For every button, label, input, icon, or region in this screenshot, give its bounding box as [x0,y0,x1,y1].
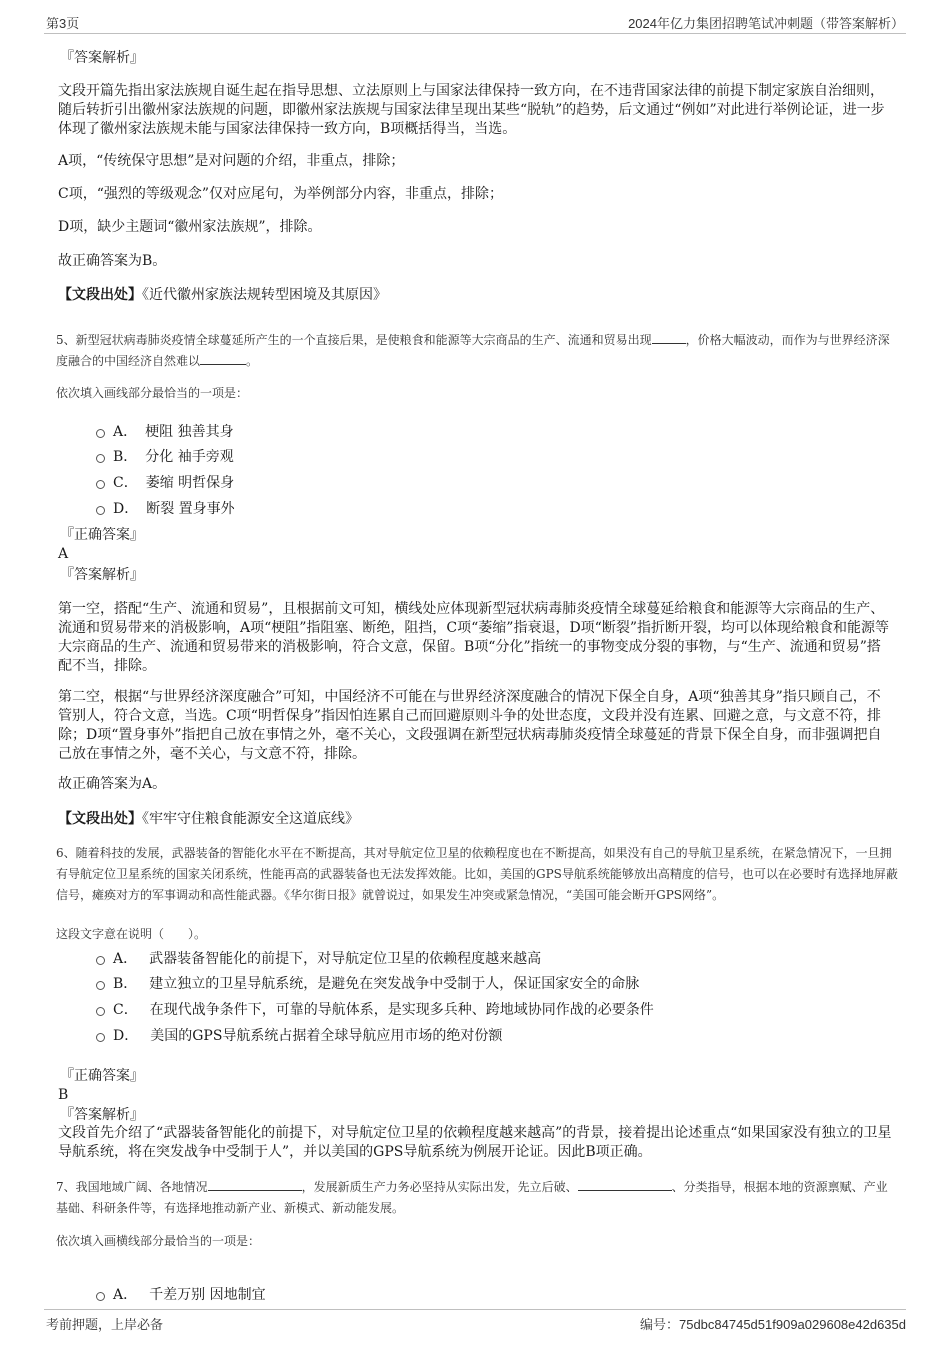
q4-source-title: 《近代徽州家族法规转型困境及其原因》 [142,287,387,303]
option-letter: C． [113,1002,138,1018]
q5-option-b[interactable] [96,446,234,466]
option-letter: D． [113,501,139,517]
q5-option-a[interactable] [96,421,234,441]
option-text: 美国的GPS导航系统占据着全球导航应用市场的绝对份额 [150,1028,503,1044]
q6-analysis-label: 『答案解析』 [60,1107,144,1123]
footer-slogan: 考前押题，上岸必备 [46,1317,164,1332]
option-text: 萎缩 明哲保身 [145,475,235,491]
header-divider [44,33,906,34]
q4-conclusion: 故正确答案为B。 [58,253,167,269]
option-letter: B． [113,449,138,465]
radio-icon[interactable] [96,1292,105,1301]
option-text: 分化 袖手旁观 [145,449,234,465]
q5-stem [56,330,898,372]
option-letter: A． [113,424,138,440]
q5-blank-2 [200,352,246,365]
q6-stem: 6、随着科技的发展，武器装备的智能化水平在不断提高，其对导航定位卫星的依赖程度也在不断提高，如果没有自己的导航卫星系统，在紧急情况下，一旦拥有导航定位卫星系统的国家关闭系统，性能再高的武器装备也无法发挥效能。比如，美国的GPS导航系统能够放出高精度的信号，也可以在必要时有选择地屏蔽信号，瘫痪对方的军事调动和高性能武器。《华尔街日报》就曾说过，如果发生冲突或紧急情况，“美国可能会断开GPS网络”。 [56,846,898,902]
option-letter: C． [113,475,138,491]
q4-source-label: 【文段出处】 [58,287,142,303]
radio-icon[interactable] [96,981,105,990]
q7-stem-part1: 7、我国地域广阔、各地情况 [56,1180,208,1194]
q7-option-a[interactable] [96,1284,266,1304]
q6-option-d[interactable] [96,1025,502,1045]
q6-answer-label: 『正确答案』 [60,1068,144,1084]
q6-option-b[interactable] [96,973,639,993]
q7-stem-part3: 、分类指导，根据本地的资源禀赋、产业基础、科研条件等，有选择地推动新产业、新模式、新动能发展。 [56,1180,888,1215]
option-letter: A． [113,1287,138,1303]
q5-answer: A [58,546,69,562]
q5-answer-label: 『正确答案』 [60,527,144,543]
q7-stem [56,1177,898,1219]
q5-prompt: 依次填入画线部分最恰当的一项是： [56,386,249,400]
q6-prompt: 这段文字意在说明（ ）。 [56,927,207,941]
document-title: 2024年亿力集团招聘笔试冲刺题（带答案解析） [628,16,904,31]
option-letter: A． [113,951,138,967]
q6-option-c[interactable] [96,999,654,1019]
q6-answer: B [58,1087,69,1103]
option-text: 在现代战争条件下，可靠的导航体系，是实现多兵种、跨地域协同作战的必要条件 [149,1002,654,1018]
q7-blank-1 [208,1178,302,1191]
option-text: 千差万别 因地制宜 [149,1287,266,1303]
q5-source [58,810,359,829]
q5-source-title: 《牢牢守住粮食能源安全这道底线》 [142,811,359,827]
radio-icon[interactable] [96,480,105,489]
q4-analysis-paragraph: 文段开篇先指出家法族规自诞生起在指导思想、立法原则上与国家法律保持一致方向，在不违背国家法律的前提下制定家族自治细则，随后转折引出徽州家法族规的问题，即徽州家法族规与国家法律呈现出某些“脱轨”的趋势，后文通过“例如”对此进行举例论证，进一步体现了徽州家法族规未能与国家法律保持一致方向，B项概括得当，当选。 [58,83,885,137]
q5-analysis-paragraph-2: 第二空，根据“与世界经济深度融合”可知，中国经济不可能在与世界经济深度融合的情况下保全自身，A项“独善其身”指只顾自己，不管别人，符合文意，当选。C项“明哲保身”指因怕连累自己而回避原则斗争的处世态度，文段并没有连累、回避之意，与文意不符，排除；D项“置身事外”指把自己放在事情之外，毫不关心，文段强调在新型冠状病毒肺炎疫情全球蔓延的背景下保全自身，而非强调把自己放在事情之外，毫不关心，与文意不符，排除。 [58,689,882,762]
radio-icon[interactable] [96,454,105,463]
q5-stem-part3: 。 [246,354,259,368]
q5-blank-1 [652,331,686,344]
q5-option-c[interactable] [96,472,234,492]
q5-stem-part1: 5、新型冠状病毒肺炎疫情全球蔓延所产生的一个直接后果，是使粮食和能源等大宗商品的生产、流通和贸易出现 [56,333,652,347]
option-letter: D． [113,1028,139,1044]
q4-analysis-label: 『答案解析』 [60,50,144,66]
radio-icon[interactable] [96,956,105,965]
q4-option-a-analysis: A项，“传统保守思想”是对问题的介绍，非重点，排除； [58,153,405,169]
q5-option-d[interactable] [96,498,235,518]
q7-blank-2 [578,1178,672,1191]
q5-analysis-label: 『答案解析』 [60,567,144,583]
q7-stem-part2: ，发展新质生产力务必坚持从实际出发，先立后破、 [301,1180,578,1194]
q5-stem-part2: ，价格大幅波动，而作为与世界经济深度融合的中国经济自然难以 [56,333,890,368]
radio-icon[interactable] [96,506,105,515]
page-number: 第3页 [46,16,80,31]
radio-icon[interactable] [96,1007,105,1016]
option-text: 建立独立的卫星导航系统，是避免在突发战争中受制于人，保证国家安全的命脉 [149,976,640,992]
q5-source-label: 【文段出处】 [58,811,142,827]
q5-conclusion: 故正确答案为A。 [58,776,167,792]
option-text: 武器装备智能化的前提下，对导航定位卫星的依赖程度越来越高 [149,951,542,967]
q6-analysis: 文段首先介绍了“武器装备智能化的前提下，对导航定位卫星的依赖程度越来越高”的背景，接着提出论述重点“如果国家没有独立的卫星导航系统，将在突发战争中受制于人”，并以美国的GPS导航系统为例展开论证。因此B项正确。 [58,1125,892,1160]
option-text: 梗阻 独善其身 [145,424,234,440]
footer-code-label: 编号： [639,1317,679,1332]
radio-icon[interactable] [96,1033,105,1042]
radio-icon[interactable] [96,429,105,438]
q4-option-c-analysis: C项，“强烈的等级观念”仅对应尾句，为举例部分内容，非重点，排除； [58,186,504,202]
option-letter: B． [113,976,138,992]
option-text: 断裂 置身事外 [146,501,235,517]
q5-analysis-paragraph-1: 第一空，搭配“生产、流通和贸易”，且根据前文可知，横线处应体现新型冠状病毒肺炎疫情全球蔓延给粮食和能源等大宗商品的生产、流通和贸易带来的消极影响，A项“梗阻”指阻塞、断绝，阻挡，C项“萎缩”指衰退，D项“断裂”指折断开裂，均可以体现给粮食和能源等大宗商品的生产、流通和贸易带来的消极影响，符合文意，保留。B项“分化”指统一的事物变成分裂的事物，与“生产、流通和贸易”搭配不当，排除。 [58,601,889,674]
q7-prompt: 依次填入画横线部分最恰当的一项是： [56,1234,261,1248]
footer-code-value: 75dbc84745d51f909a029608e42d635d [678,1317,906,1332]
q4-option-d-analysis: D项，缺少主题词“徽州家法族规”，排除。 [58,219,322,235]
q6-option-a[interactable] [96,948,541,968]
footer-divider [44,1309,906,1310]
footer-code [640,1314,906,1333]
q4-source [58,286,387,305]
